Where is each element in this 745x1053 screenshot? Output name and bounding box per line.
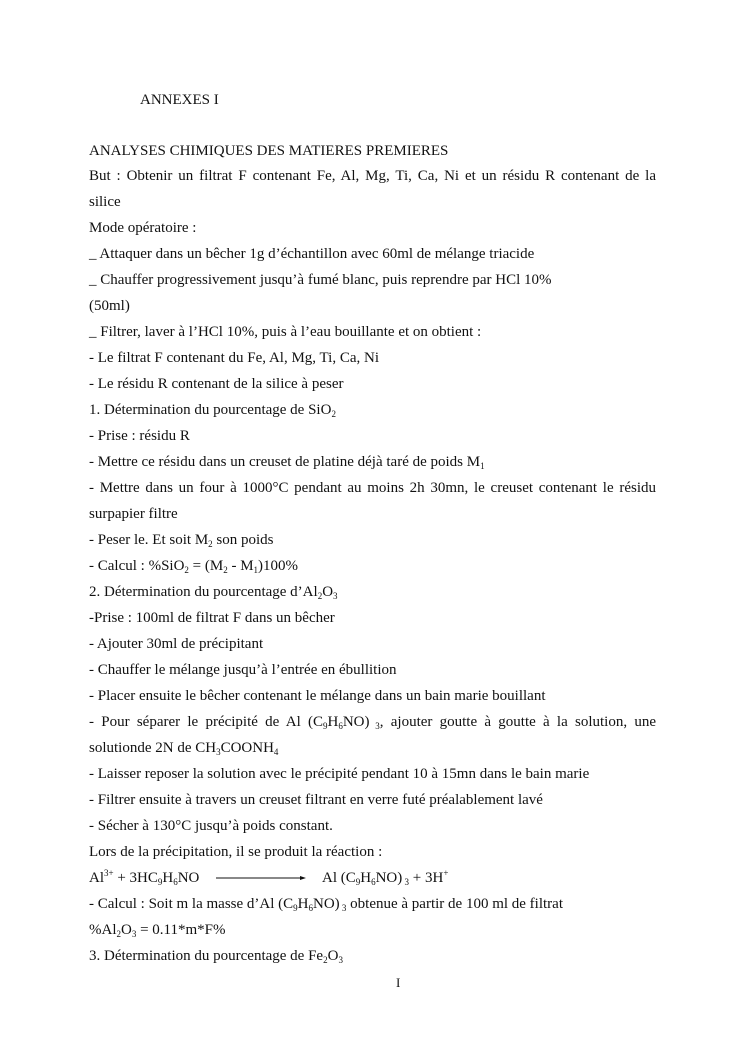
step-attack: _ Attaquer dans un bêcher 1g d’échantillon avec 60ml de mélange triacide — [89, 246, 535, 262]
sio2-weigh: - Peser le. Et soit $M_2$ son poids — [89, 532, 274, 549]
al2o3-separate: - Pour séparer le précipité de Al $(C_9H_6NO)$ $_3$, ajouter goutte à goutte à la solution, une — [89, 714, 656, 731]
reaction-left: $Al^{3+} + 3HC_9H_6NO$ — [89, 868, 200, 887]
al2o3-dry: - Sécher à 130°C jusqu’à poids constant. — [89, 818, 333, 834]
al2o3-filter: - Filtrer ensuite à travers un creuset filtrant en verre futé préalablement lavé — [89, 792, 543, 808]
sio2-formula: - Calcul : $\%SiO_2 = (M_2 - M_1)100\%$ — [89, 558, 299, 575]
fe2o3-heading: 3. Détermination du pourcentage de $Fe_2O_3$ — [89, 948, 343, 965]
section-title: ANALYSES CHIMIQUES DES MATIERES PREMIERES — [89, 143, 449, 159]
al2o3-add: - Ajouter 30ml de précipitant — [89, 636, 264, 652]
annex-title: ANNEXES I — [140, 92, 219, 108]
reaction-arrow-icon — [216, 876, 306, 880]
goal-line-2: silice — [89, 194, 121, 210]
al2o3-heat: - Chauffer le mélange jusqu’à l’entrée en ébullition — [89, 662, 397, 678]
al2o3-formula: $\%Al_2O_3 = 0.11*m*F\%$ — [89, 922, 226, 939]
page-number: I — [396, 975, 401, 990]
reaction-right: Al $(C_9H_6NO) _3 + 3H^+$ — [322, 868, 449, 887]
step-residue: - Le résidu R contenant de la silice à peser — [89, 376, 344, 392]
step-heat: _ Chauffer progressivement jusqu’à fumé blanc, puis reprendre par HCl 10% — [89, 272, 552, 288]
al2o3-rest: - Laisser reposer la solution avec le précipité pendant 10 à 15mn dans le bain marie — [89, 766, 590, 782]
goal-line-1: But : Obtenir un filtrat F contenant Fe, Al, Mg, Ti, Ca, Ni et un résidu R contenant de la — [89, 168, 656, 184]
sio2-oven-line-2: surpapier filtre — [89, 506, 178, 522]
al2o3-reaction-intro: Lors de la précipitation, il se produit la réaction : — [89, 844, 383, 860]
sio2-oven-line-1: - Mettre dans un four à 1000°C pendant au moins 2h 30mn, le creuset contenant le résidu — [89, 480, 656, 496]
sio2-prise: - Prise : résidu R — [89, 428, 190, 444]
al2o3-solution: solutionde 2N de $CH_3COONH_4$ — [89, 740, 279, 757]
sio2-crucible: - Mettre ce résidu dans un creuset de platine déjà taré de poids $M_1$ — [89, 454, 485, 471]
al2o3-bath: - Placer ensuite le bêcher contenant le mélange dans un bain marie bouillant — [89, 688, 546, 704]
step-heat-volume: (50ml) — [89, 298, 130, 314]
al2o3-prise: -Prise : 100ml de filtrat F dans un bêcher — [89, 610, 335, 626]
step-filtrate: - Le filtrat F contenant du Fe, Al, Mg, Ti, Ca, Ni — [89, 350, 379, 366]
al2o3-calc: - Calcul : Soit m la masse d’Al $(C_9H_6NO)$ $_3$ obtenue à partir de 100 ml de filtrat — [89, 896, 563, 913]
step-filter: _ Filtrer, laver à l’HCl 10%, puis à l’eau bouillante et on obtient : — [89, 324, 482, 340]
mode-label: Mode opératoire : — [89, 220, 197, 236]
sio2-heading: 1. Détermination du pourcentage de SiO$_2$ — [89, 402, 336, 419]
al2o3-heading: 2. Détermination du pourcentage $d’Al_2O_3$ — [89, 584, 338, 601]
